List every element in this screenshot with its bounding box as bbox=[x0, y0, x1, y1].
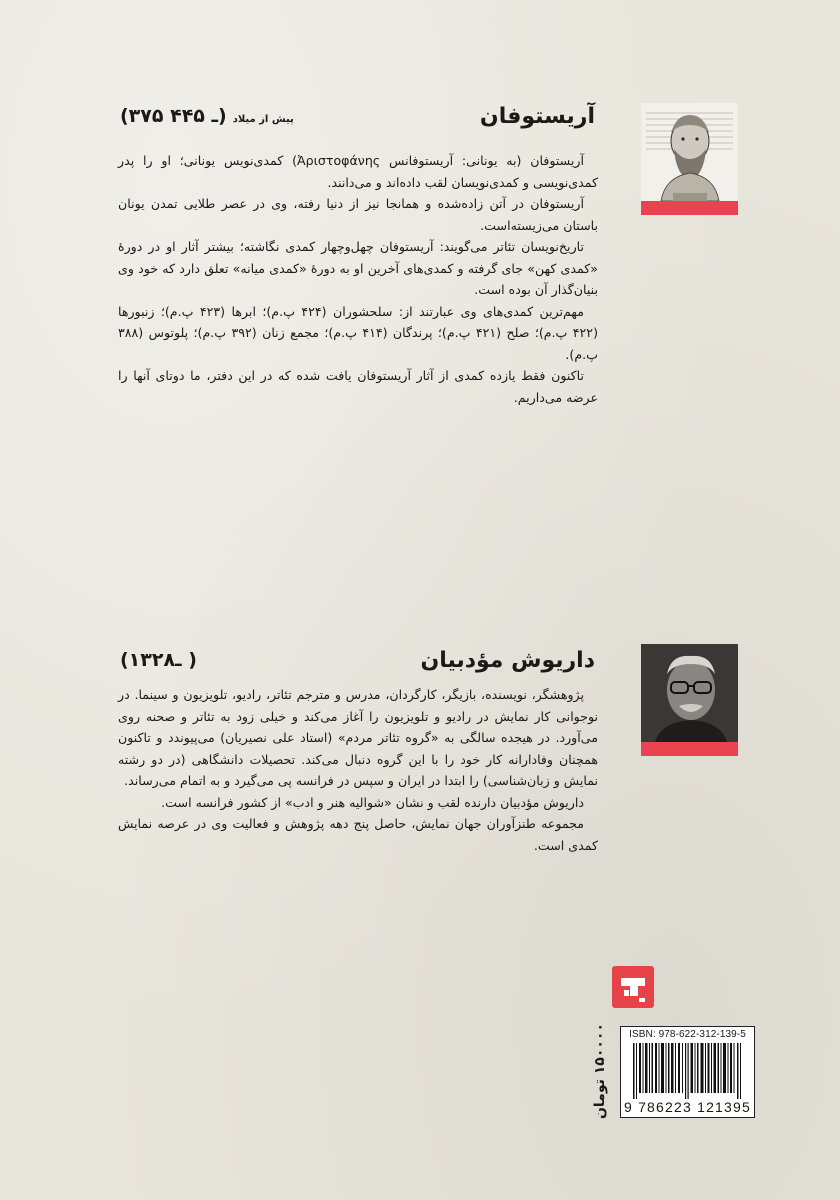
author-photo bbox=[641, 644, 738, 742]
bio-paragraph: آریستوفان (به یونانی: آریستوفانس Ἀριστοφάνης) کمدی‌نویس یونانی؛ او را پدر کمدی‌نویسی و کمدی‌نویسان لقب داده‌اند و می‌دانند. bbox=[118, 153, 598, 190]
isbn-barcode bbox=[620, 1026, 755, 1118]
bio-paragraph: داریوش مؤدبیان دارنده لقب و نشان «شوالیه هنر و ادب» از کشور فرانسه است. bbox=[161, 794, 584, 810]
dariush-dates bbox=[120, 649, 197, 671]
bio-paragraph: آریستوفان در آتن زاده‌شده و همانجا نیز از دنیا رفته، وی در عصر طلایی تمدن یونان باستان می‌زیسته‌است. bbox=[118, 196, 598, 233]
aristophanes-bio bbox=[118, 150, 598, 408]
aristophanes-dates bbox=[120, 105, 294, 127]
isbn-number: ISBN: 978-622-312-139-5 bbox=[629, 1029, 746, 1040]
bio-paragraph: مهم‌ترین کمدی‌های وی عبارتند از: سلحشوران (۴۲۴ پ.م)؛ ابرها (۴۲۳ پ.م)؛ زنبورها (۴۲۲ پ.م)؛ صلح (۴۲۱ پ.م)؛ پرندگان (۴۱۴ پ.م)؛ مجمع زنان (۳۹۲ پ.م)؛ پلوتوس (۳۸۸ پ.م). bbox=[118, 303, 598, 362]
aristophanes-name: آریستوفان bbox=[479, 103, 595, 129]
accent-band bbox=[641, 742, 738, 756]
bio-paragraph: مجموعه طنزآوران جهان نمایش، حاصل پنج دهه پژوهش و فعالیت وی در عرصه نمایش کمدی است. bbox=[118, 816, 598, 853]
price-label bbox=[586, 1016, 614, 1126]
barcode-digits: 9 786223 121395 bbox=[624, 1099, 751, 1115]
bust-illustration bbox=[641, 103, 738, 201]
aristophanes-era: پیش از میلاد bbox=[232, 114, 294, 125]
bio-paragraph: تاریخ‌نویسان تئاتر می‌گویند: آریستوفان چهل‌وچهار کمدی نگاشته؛ بیشتر آثار او در دورهٔ «کمدی کهن» جای گرفته و کمدی‌های آخرین او به دورهٔ «کمدی میانه» تعلق دارد که خود وی بنیان‌گذار آن بوده است. bbox=[118, 239, 598, 297]
price-text: ۱۵۰۰۰۰ تومان bbox=[592, 1022, 609, 1120]
dariush-portrait bbox=[641, 644, 738, 756]
bio-paragraph: تاکنون فقط یازده کمدی از آثار آریستوفان یافت شده که در این دفتر، ما دوتای آنها را عرضه می‌داریم. bbox=[118, 368, 598, 405]
accent-band bbox=[641, 201, 738, 215]
dariush-bio bbox=[118, 684, 598, 856]
aristophanes-header bbox=[120, 96, 595, 136]
publisher-logo bbox=[612, 966, 654, 1008]
aristophanes-portrait bbox=[641, 103, 738, 215]
bio-paragraph: پژوهشگر، نویسنده، بازیگر، کارگردان، مدرس و مترجم تئاتر، رادیو، تلویزیون و سینما. در نوجوانی کار نمایش در رادیو و تلویزیون را آغاز می‌کند و خیلی زود به تئاتر و صحنه روی می‌آورد. در هیجده سالگی به «گروه تئاتر مردم» (استاد علی نصیریان) می‌پیوندد و تاکنون همچنان وفادارانه کار خود را با این گروه دنبال می‌کند. تحصیلات دانشگاهی (در دو رشته نمایش و زبان‌شناسی) را ابتدا در ایران و سپس در فرانسه پی می‌گیرد و به اتمام می‌رساند. bbox=[118, 687, 598, 788]
dariush-header bbox=[120, 640, 595, 680]
aristophanes-years: (۳۷۵ ـ ۴۴۵) bbox=[120, 105, 227, 127]
dariush-years: (۱۳۲۸ـ ) bbox=[120, 649, 197, 671]
barcode-bars-icon bbox=[633, 1043, 743, 1099]
dariush-name: داریوش مؤدبیان bbox=[420, 647, 595, 673]
